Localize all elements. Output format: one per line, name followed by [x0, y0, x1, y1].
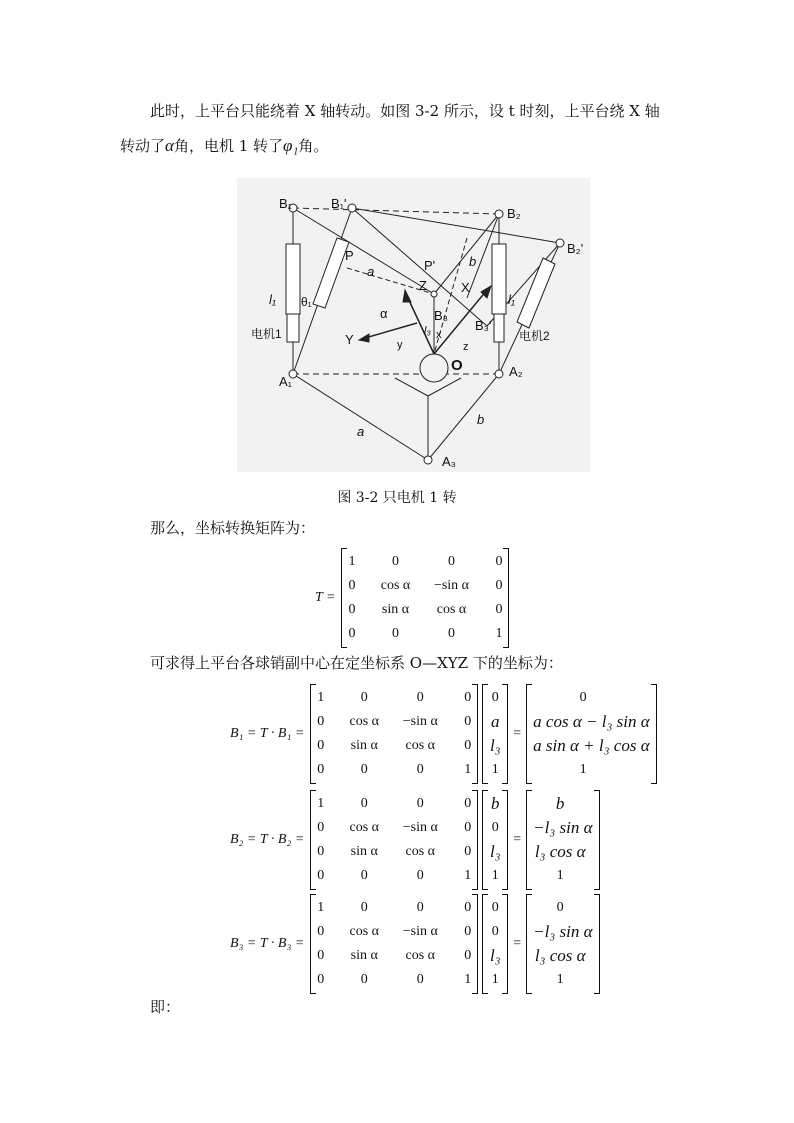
- label-O: O: [451, 357, 463, 374]
- label-P: P: [345, 248, 354, 263]
- label-b-top: b: [469, 254, 477, 269]
- label-A1: A₁: [279, 374, 293, 389]
- equation-B1-matrix: 1 0 0 0 0 cos α −sin α 0 0 sin α cos α 0 0 0 0 1: [310, 684, 478, 784]
- equation-B3-vector: 0 0 l₃ 1: [482, 894, 508, 994]
- coordinates-intro: 可求得上平台各球销副中心在定坐标系 O—XYZ 下的坐标为：: [150, 654, 563, 672]
- equation-B1-lhs: B₁ = T · B₁ =: [230, 726, 305, 741]
- conclusion-label: 即：: [150, 998, 181, 1016]
- label-A3: A₃: [442, 454, 456, 469]
- label-B2-prime: B₂': [567, 241, 584, 256]
- equation-B1-vector: 0 a l₃ 1: [482, 684, 508, 784]
- intro-line-1: 此时，上平台只能绕着 X 轴转动。如图 3-2 所示，设 t 时刻，上平台绕 X 轴: [150, 102, 660, 120]
- transform-lhs: T =: [315, 590, 336, 605]
- transform-intro: 那么，坐标转换矩阵为：: [150, 519, 316, 537]
- label-x-lower: x: [436, 329, 442, 341]
- label-b-bottom: b: [477, 412, 485, 427]
- label-z-lower: z: [463, 341, 469, 353]
- label-P-prime: P': [424, 258, 436, 273]
- equation-B1: B₁ = T · B₁ = 1 0 0 0 0 cos α −sin α 0 0 sin α cos α 0 0 0 0 1 0 a l₃ 1 = 0 a cos α − l₃ sin α a sin α + l₃ cos α 1: [230, 684, 659, 784]
- label-Z: Z: [419, 278, 427, 293]
- label-theta: θ₁: [301, 295, 312, 309]
- mechanism-figure: [237, 178, 590, 472]
- phi-symbol: φ₁: [283, 136, 299, 155]
- figure-caption: 图 3-2 只电机 1 转: [337, 490, 457, 506]
- label-B1-prime: B₁': [331, 196, 347, 211]
- label-B3-prime: B₃': [475, 318, 492, 333]
- label-X: X: [461, 280, 470, 295]
- label-B3: B₃: [434, 308, 448, 323]
- equation-B2-result: b −l₃ sin α l₃ cos α 1: [526, 790, 599, 890]
- label-l1-right: l₁: [508, 292, 515, 307]
- label-motor2: 电机2: [519, 329, 550, 343]
- label-l3: l₃: [424, 325, 431, 337]
- equation-B2: B₂ = T · B₂ = 1 0 0 0 0 cos α −sin α 0 0 sin α cos α 0 0 0 0 1 b 0 l₃ 1 = b −l₃ sin α l₃ cos α 1: [230, 790, 602, 890]
- equation-B2-matrix: 1 0 0 0 0 cos α −sin α 0 0 sin α cos α 0 0 0 0 1: [310, 790, 478, 890]
- transform-matrix-equation: [315, 548, 511, 648]
- alpha-symbol: α: [165, 136, 174, 155]
- equation-B1-result: 0 a cos α − l₃ sin α a sin α + l₃ cos α 1: [526, 684, 656, 784]
- label-A2: A₂: [509, 364, 523, 379]
- label-y-lower: y: [397, 339, 403, 351]
- transform-matrix: 1 0 0 0 0 cos α −sin α 0 0 sin α cos α 0 0 0 0 1: [341, 548, 509, 648]
- equation-B3-result: 0 −l₃ sin α l₃ cos α 1: [526, 894, 599, 994]
- label-a-top: a: [367, 264, 375, 279]
- equation-B3-matrix: 1 0 0 0 0 cos α −sin α 0 0 sin α cos α 0 0 0 0 1: [310, 894, 478, 994]
- label-l1-left: l₁: [269, 292, 276, 307]
- label-motor1: 电机1: [251, 327, 282, 341]
- equation-B2-lhs: B₂ = T · B₂ =: [230, 832, 305, 847]
- label-a-bottom: a: [357, 424, 365, 439]
- equation-B3-lhs: B₃ = T · B₃ =: [230, 936, 305, 951]
- label-B1: B₁: [279, 196, 293, 211]
- label-B2: B₂: [507, 206, 521, 221]
- intro-line-2: 转动了α角，电机 1 转了φ₁角。: [120, 136, 329, 155]
- equation-B2-vector: b 0 l₃ 1: [482, 790, 508, 890]
- label-Y: Y: [345, 332, 354, 347]
- mechanism-diagram: [237, 178, 590, 472]
- label-alpha: α: [380, 306, 388, 321]
- equation-B3: B₃ = T · B₃ = 1 0 0 0 0 cos α −sin α 0 0 sin α cos α 0 0 0 0 1 0 0 l₃ 1 = 0 −l₃ sin α l₃ cos α 1: [230, 894, 602, 994]
